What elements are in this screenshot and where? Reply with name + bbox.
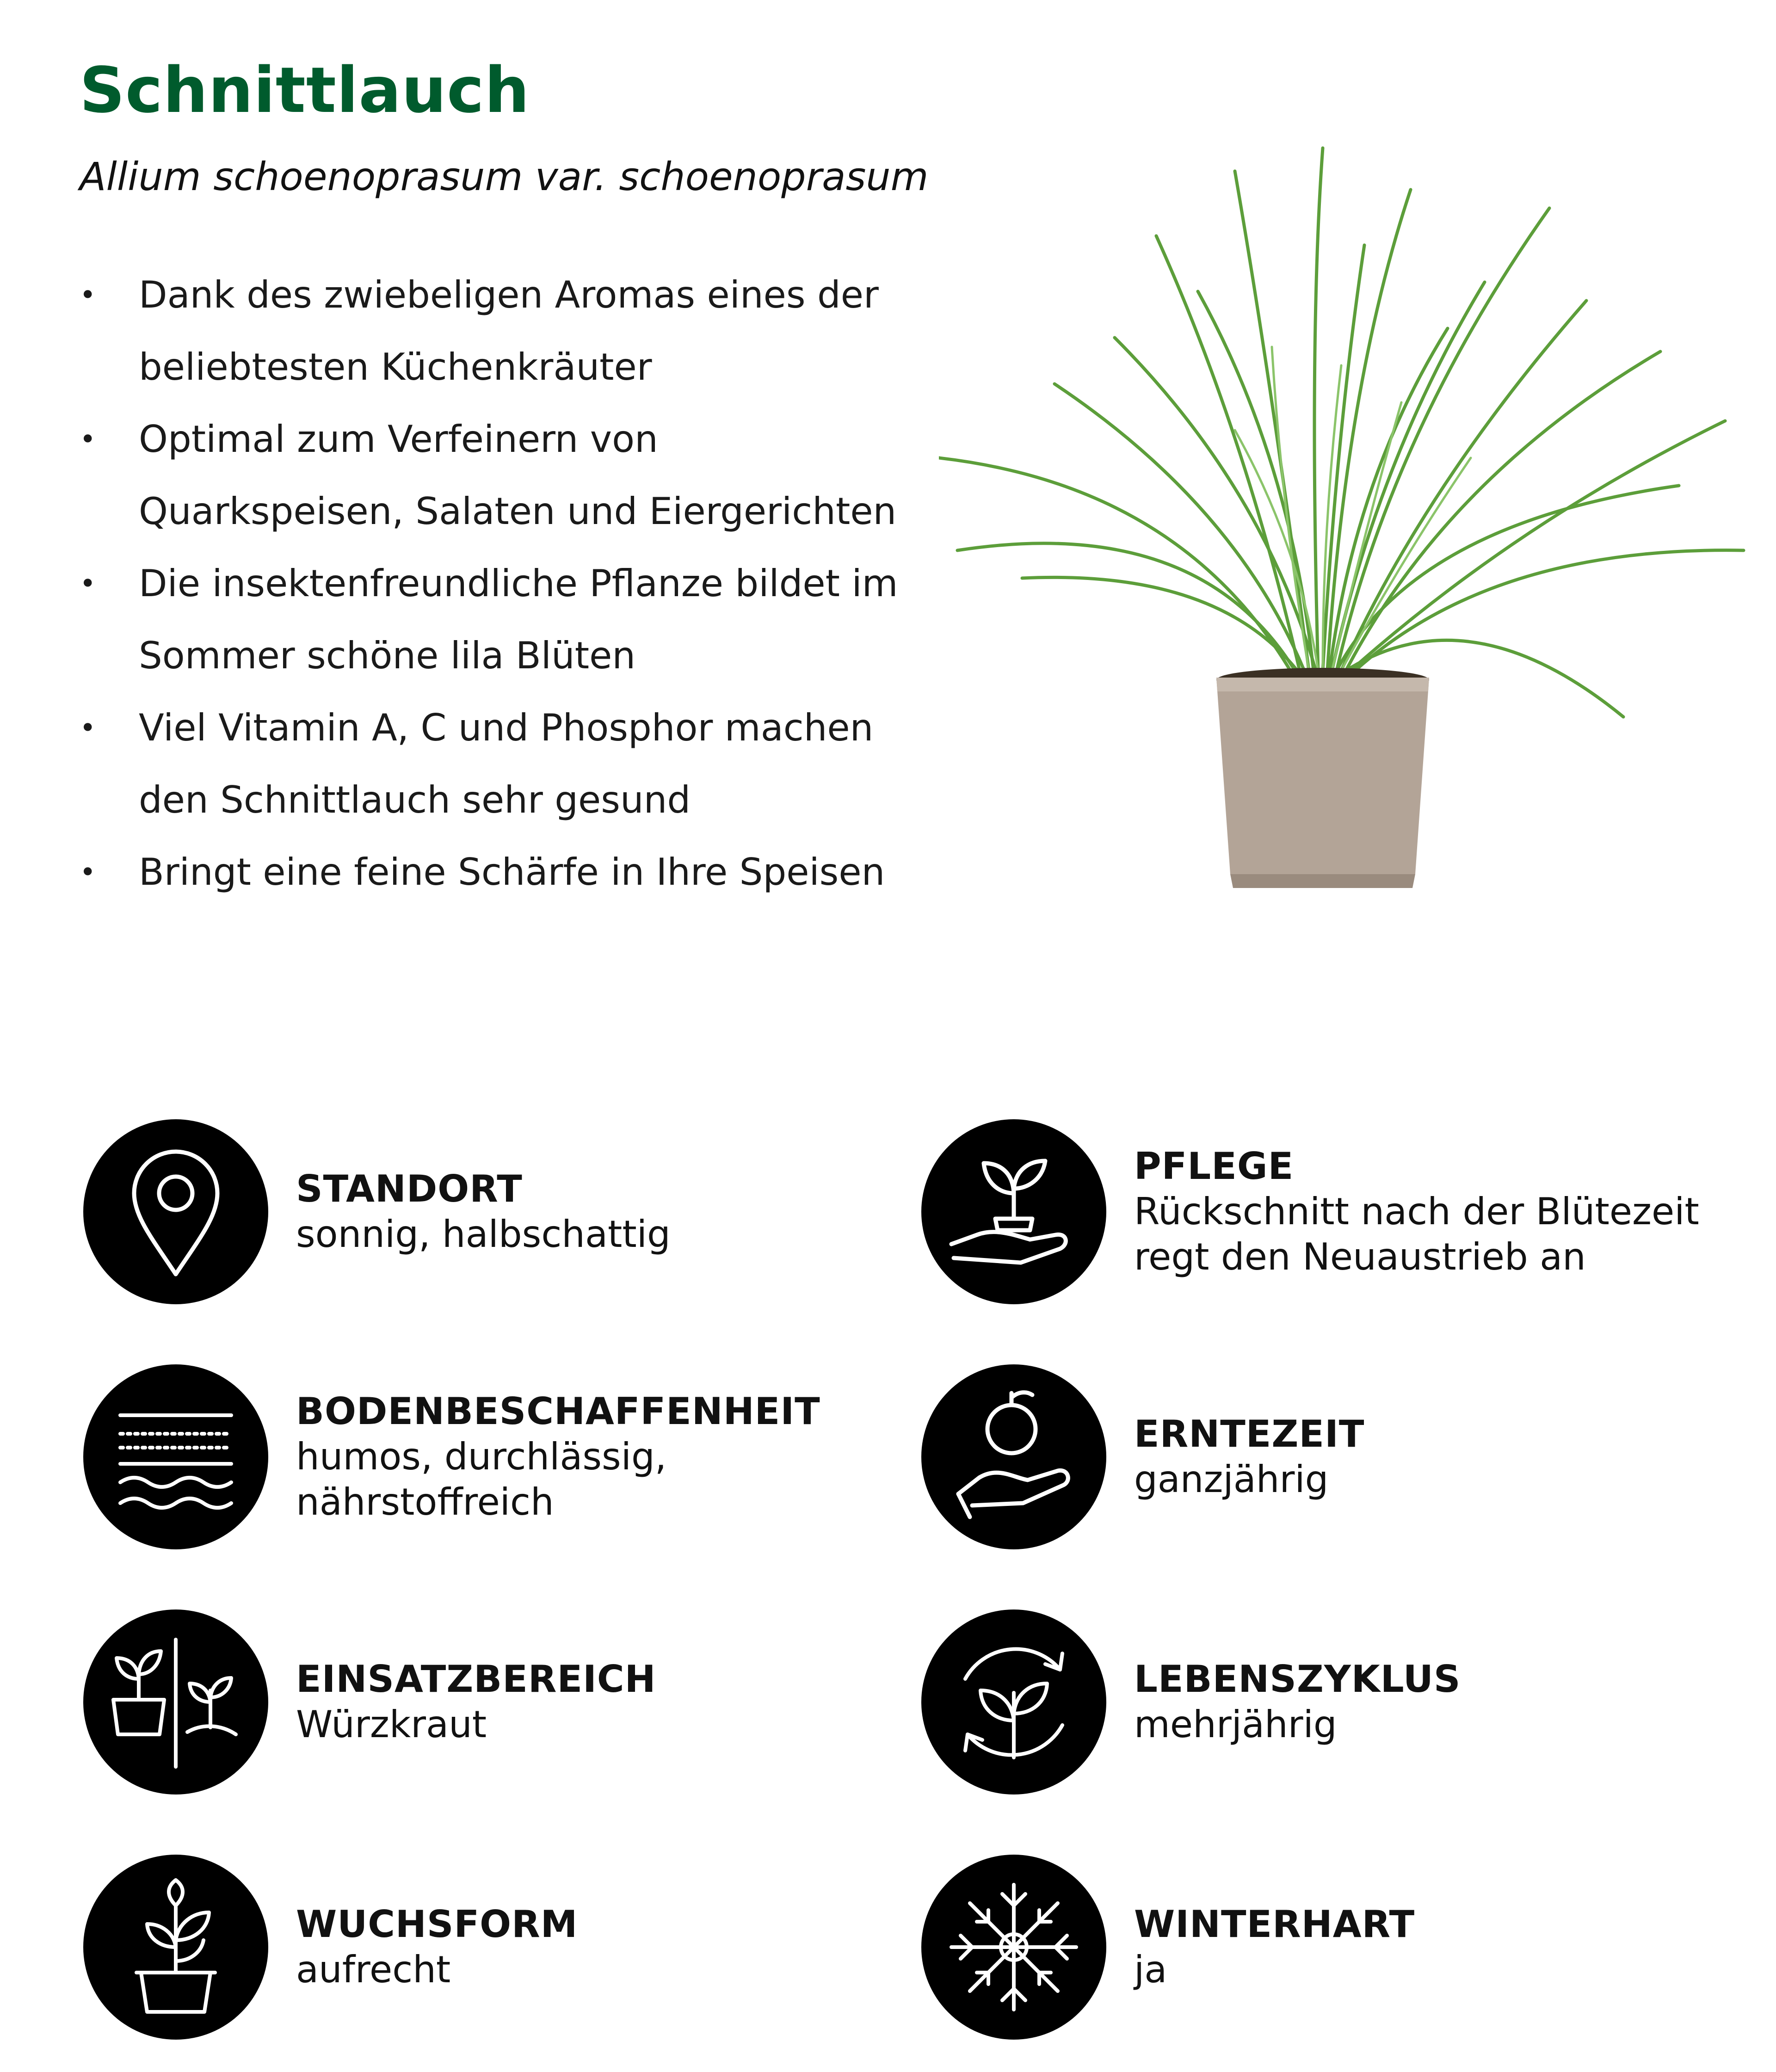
bullet-text: Die insektenfreundliche Pflanze bildet im Sommer schöne lila Blüten — [139, 562, 898, 677]
product-title: Schnittlauch — [80, 54, 530, 127]
bullet-dot-icon: • — [80, 567, 96, 600]
lebenszyklus-icon-circle — [921, 1610, 1106, 1794]
feature-value: aufrecht — [296, 1948, 451, 1991]
feature-einsatzbereich — [83, 1610, 870, 1794]
hand-fruit-icon — [921, 1364, 1106, 1549]
erntezeit-icon-circle — [921, 1364, 1106, 1549]
bullet-item — [80, 403, 912, 548]
potted-plant-icon — [83, 1855, 268, 2040]
feature-label: ERNTEZEIT — [1134, 1412, 1365, 1455]
winterhart-icon-circle — [921, 1855, 1106, 2040]
feature-value: humos, durchlässig, nährstoffreich — [296, 1435, 667, 1523]
feature-value: mehrjährig — [1134, 1703, 1337, 1746]
feature-value: ja — [1134, 1948, 1167, 1991]
location-pin-icon — [83, 1119, 268, 1304]
feature-value: sonnig, halbschattig — [296, 1213, 671, 1256]
bullet-text: Viel Vitamin A, C und Phosphor machen den Schnittlauch sehr gesund — [139, 706, 874, 821]
wuchsform-icon-circle — [83, 1855, 268, 2040]
bullet-dot-icon: • — [80, 712, 96, 744]
bullet-text: Bringt eine feine Schärfe in Ihre Speisen — [139, 851, 885, 894]
feature-value: ganzjährig — [1134, 1458, 1329, 1501]
feature-standort — [83, 1119, 870, 1304]
pflege-icon-circle — [921, 1119, 1106, 1304]
feature-label: WINTERHART — [1134, 1903, 1415, 1946]
feature-bullet-list — [80, 259, 912, 908]
snowflake-icon — [921, 1855, 1106, 2040]
pot-icon — [1216, 678, 1429, 874]
feature-label: LEBENSZYKLUS — [1134, 1658, 1461, 1701]
feature-erntezeit — [921, 1364, 1708, 1549]
soil-layers-icon — [83, 1364, 268, 1549]
bullet-item — [80, 548, 912, 692]
feature-boden — [83, 1364, 870, 1549]
bullet-text: Optimal zum Verfeinern von Quarkspeisen, Salaten und Eiergerichten — [139, 418, 897, 533]
feature-label: EINSATZBEREICH — [296, 1658, 656, 1701]
feature-wuchsform — [83, 1855, 870, 2040]
bullet-item — [80, 692, 912, 836]
feature-label: WUCHSFORM — [296, 1903, 578, 1946]
bullet-dot-icon: • — [80, 279, 96, 311]
einsatzbereich-icon-circle — [83, 1610, 268, 1794]
feature-winterhart — [921, 1855, 1708, 2040]
bullet-dot-icon: • — [80, 856, 96, 888]
bullet-text: Dank des zwiebeligen Aromas eines der beliebtesten Küchenkräuter — [139, 273, 879, 388]
bullet-item — [80, 836, 912, 908]
hand-sprout-icon — [921, 1119, 1106, 1304]
pot-and-ground-icon — [83, 1610, 268, 1794]
feature-value: Rückschnitt nach der Blütezeit regt den Neuaustrieb an — [1134, 1190, 1699, 1278]
chive-plant-image — [939, 106, 1753, 902]
bullet-item — [80, 259, 912, 403]
feature-lebenszyklus — [921, 1610, 1708, 1794]
feature-pflege — [921, 1119, 1708, 1304]
standort-icon-circle — [83, 1119, 268, 1304]
bullet-dot-icon: • — [80, 423, 96, 456]
feature-label: STANDORT — [296, 1167, 523, 1210]
latin-name: Allium schoenoprasum var. schoenoprasum — [80, 154, 929, 199]
cycle-sprout-icon — [921, 1610, 1106, 1794]
boden-icon-circle — [83, 1364, 268, 1549]
feature-value: Würzkraut — [296, 1703, 487, 1746]
feature-label: BODENBESCHAFFENHEIT — [296, 1390, 820, 1433]
feature-label: PFLEGE — [1134, 1145, 1294, 1188]
